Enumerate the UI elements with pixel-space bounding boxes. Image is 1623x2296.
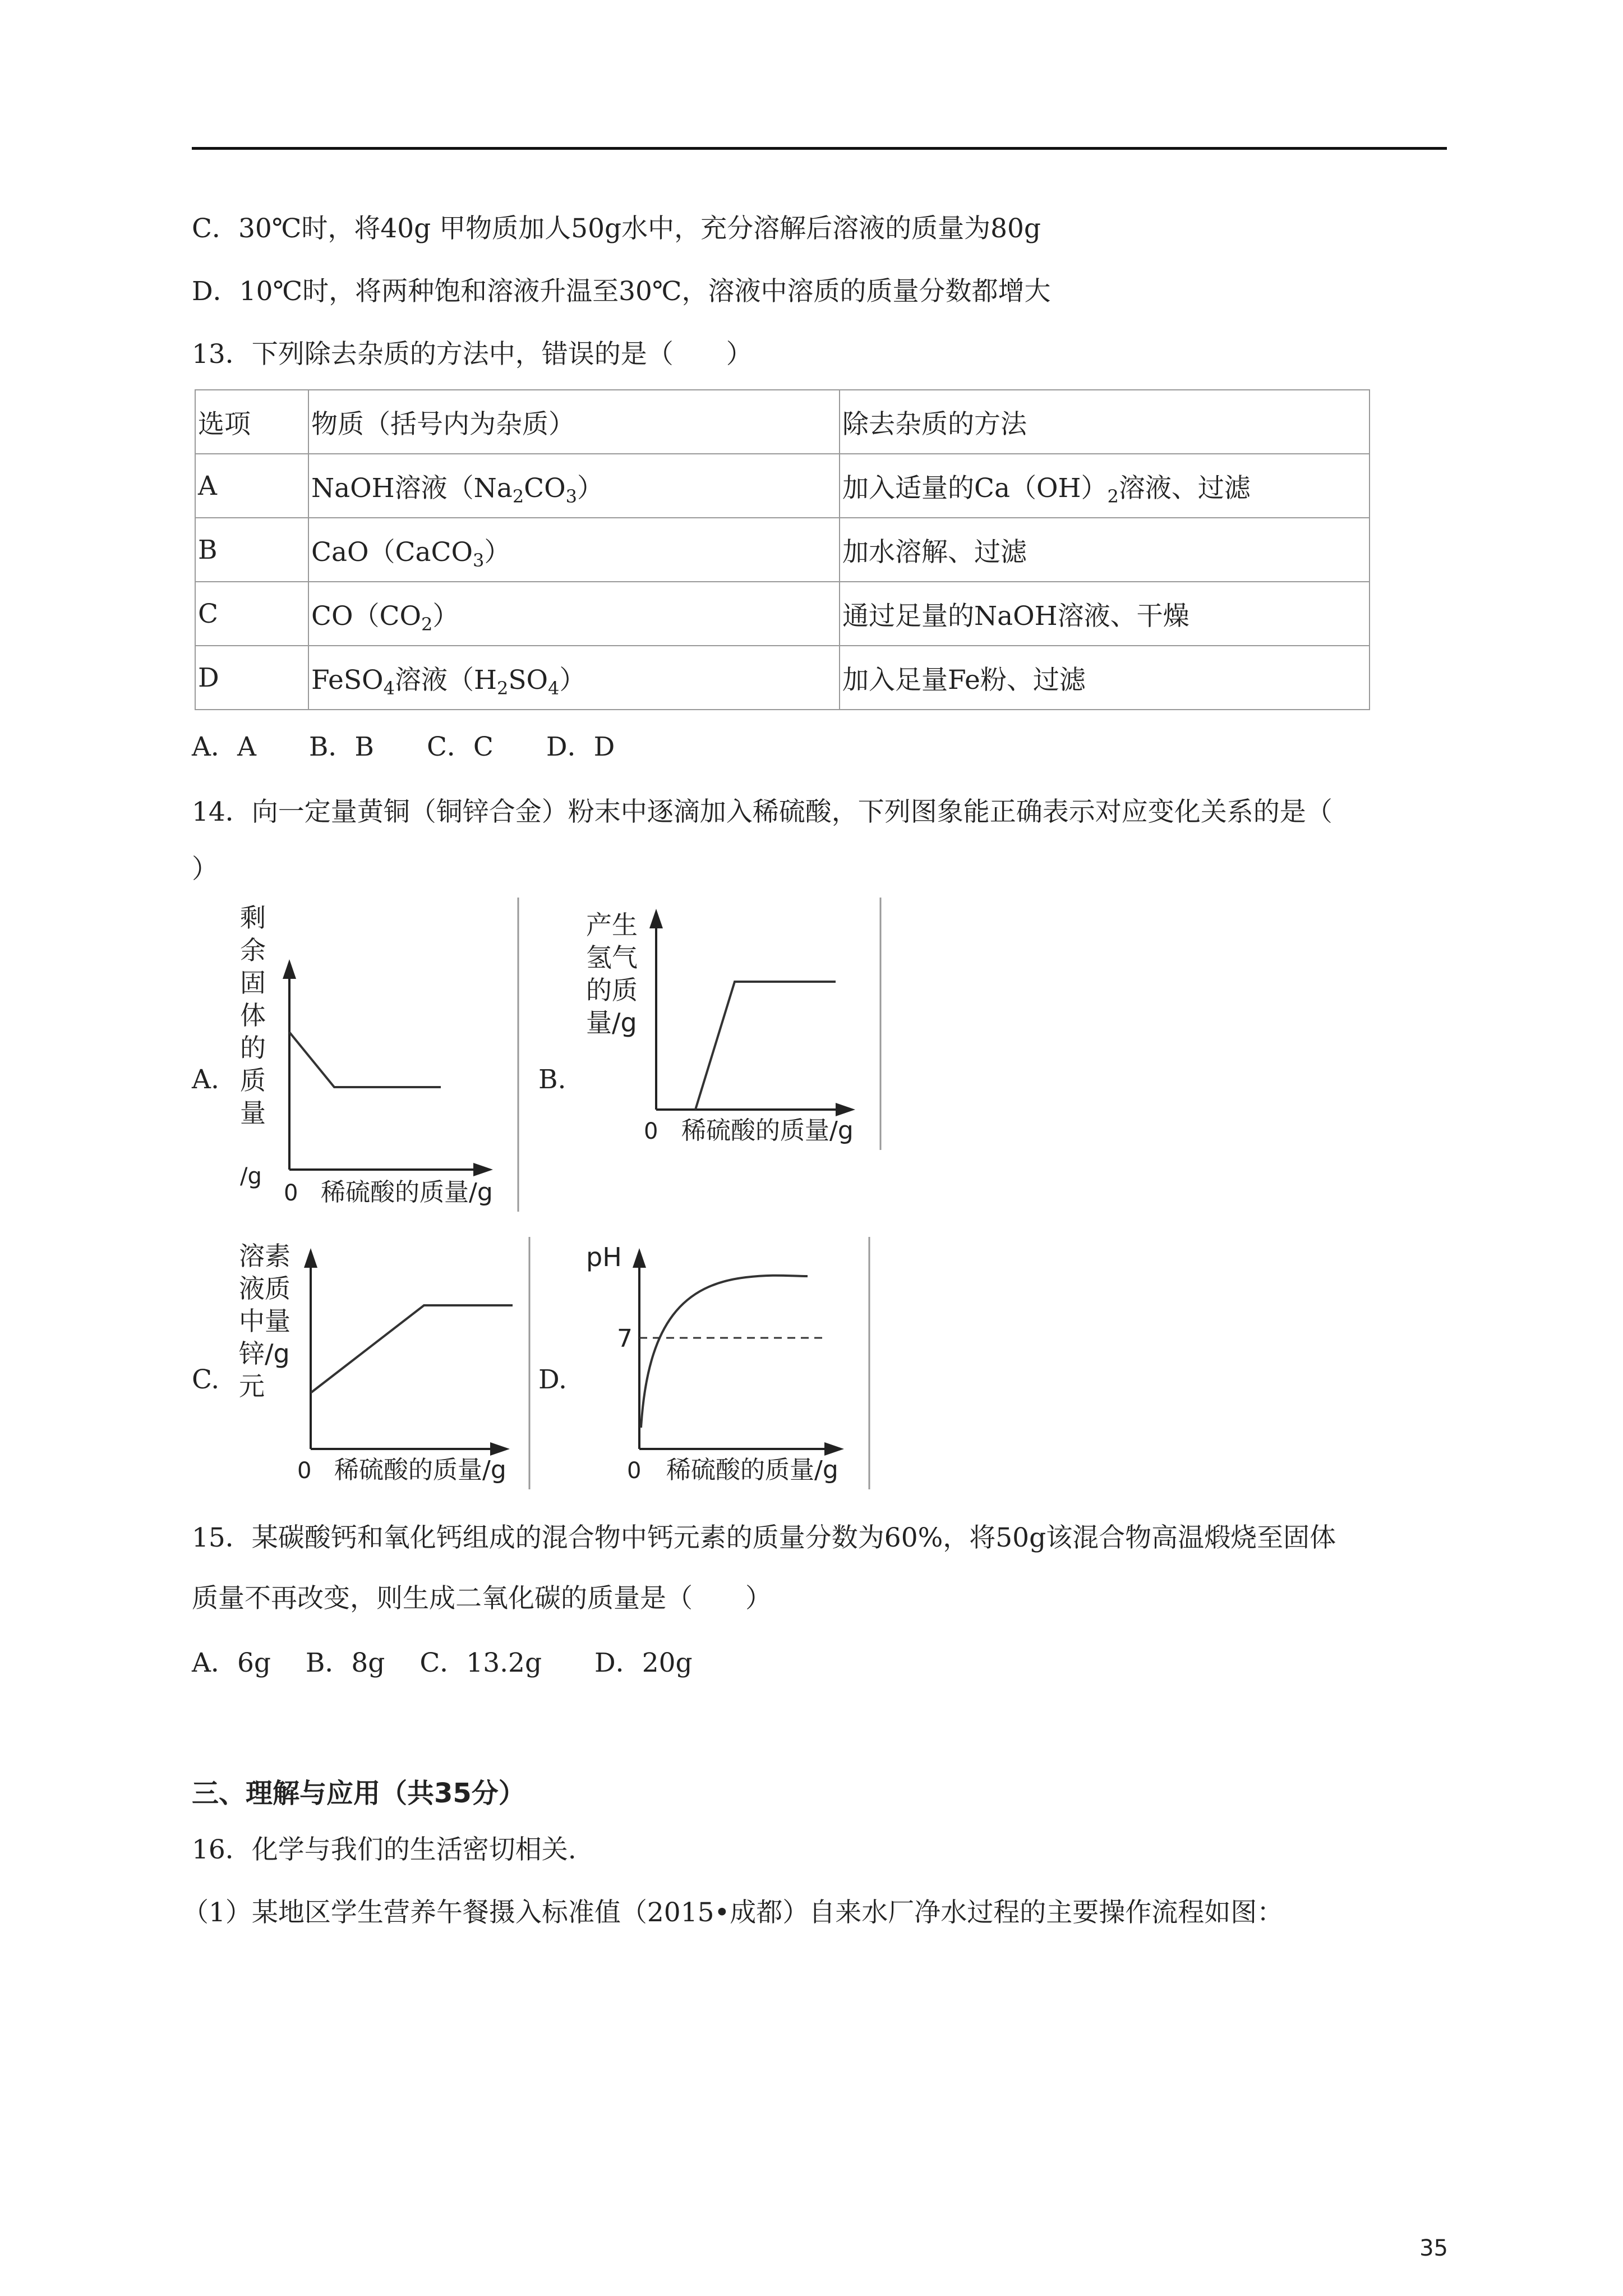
substance-cell: CaO（CaCO$_3$） [308, 518, 840, 582]
graph-origin: 0 [644, 1119, 658, 1144]
question-13-answers: A．A B．B C．C D．D [192, 731, 615, 762]
graph-ylabel: 余 [240, 935, 266, 965]
table-header-cell: 物质（括号内为杂质） [308, 390, 840, 454]
curve [311, 1305, 513, 1393]
y-axis-arrow [633, 1248, 646, 1268]
curve [641, 1276, 808, 1428]
curve [695, 982, 836, 1110]
graph-ylabel: 固 [240, 968, 266, 998]
table-row [195, 646, 1370, 710]
graph-ylabel: 量 [240, 1098, 266, 1128]
table-header-cell: 选项 [195, 390, 308, 454]
graph-c [238, 1237, 535, 1489]
header-rule [192, 147, 1447, 150]
option-cell: C [195, 582, 308, 646]
question-13: 13．下列除去杂质的方法中，错误的是（ ） [192, 339, 753, 370]
impurity-table [195, 389, 1370, 710]
question-15-line2: 质量不再改变，则生成二氧化碳的质量是（ ） [192, 1583, 772, 1614]
method-cell: 加入适量的$Ca(OH)_2$溶液、过滤 [840, 454, 1370, 518]
method-cell: 加水溶解、过滤 [840, 518, 1370, 582]
graph-ylabel: 锌/g [239, 1338, 290, 1369]
graph-xlabel: 稀硫酸的质量/g [321, 1178, 493, 1207]
question-14-close: ） [192, 854, 218, 885]
substance-cell: NaOH溶液$(Na_2CO_3)$ [308, 454, 840, 518]
x-axis-arrow [824, 1442, 844, 1456]
page-number: 35 [1419, 2235, 1448, 2261]
graph-ylabel: 的质 [586, 975, 638, 1005]
option-cell: B [195, 518, 308, 582]
option-c-text: C．30℃时，将40g 甲物质加人50g水中，充分溶解后溶液的质量为80g [192, 213, 1041, 244]
graph-xlabel: 稀硫酸的质量/g [334, 1456, 506, 1484]
option-cell: D [195, 646, 308, 710]
question-15-line1: 15．某碳酸钙和氧化钙组成的混合物中钙元素的质量分数为60%，将50g该混合物高温煅烧至固体 [192, 1522, 1336, 1553]
option-cell: A [195, 454, 308, 518]
method-cell: 通过足量的NaOH溶液、干燥 [840, 582, 1370, 646]
ph7-label: 7 [617, 1324, 633, 1353]
graph-origin: 0 [627, 1458, 642, 1484]
graph-a-label: A. [192, 1064, 219, 1095]
method-cell: 加入足量Fe粉、过滤 [840, 646, 1370, 710]
question-16-part1: （1）某地区学生营养午餐摄入标准值（2015•成都）自来水厂净水过程的主要操作流程如图： [182, 1897, 1284, 1928]
table-row [195, 518, 1370, 582]
graph-b-label: B. [538, 1064, 566, 1095]
y-axis-arrow [283, 959, 296, 979]
option-d-text: D．10℃时，将两种饱和溶液升温至30℃，溶液中溶质的质量分数都增大 [192, 276, 1051, 307]
graph-ylabel: 体 [240, 1000, 266, 1030]
graph-a [238, 898, 524, 1212]
table-row [195, 582, 1370, 646]
graph-origin: 0 [284, 1180, 298, 1206]
graph-xlabel: 稀硫酸的质量/g [681, 1116, 854, 1145]
graph-ylabel: 氢气 [586, 942, 638, 973]
graph-ylabel: 溶素 [239, 1241, 291, 1271]
substance-cell: $CO(CO_2)$ [308, 582, 840, 646]
graph-ylabel: 剩 [240, 903, 266, 933]
graph-b [583, 898, 886, 1150]
y-axis-arrow [649, 909, 663, 928]
x-axis-arrow [490, 1442, 510, 1456]
graph-c-label: C. [192, 1364, 220, 1395]
graph-ylabel: 的 [240, 1033, 266, 1063]
graph-ylabel: /g [240, 1163, 262, 1189]
graph-xlabel: 稀硫酸的质量/g [666, 1456, 838, 1484]
table-header-row [195, 390, 1370, 454]
substance-cell: FeSO$_4$溶液$(H_2SO_4)$ [308, 646, 840, 710]
graph-origin: 0 [297, 1458, 312, 1484]
graph-ylabel: pH [586, 1242, 622, 1272]
question-16: 16．化学与我们的生活密切相关. [192, 1834, 577, 1865]
graph-ylabel: 液质 [239, 1273, 291, 1304]
question-14: 14．向一定量黄铜（铜锌合金）粉末中逐滴加入稀硫酸，下列图象能正确表示对应变化关系的是（ [192, 797, 1332, 827]
table-row [195, 454, 1370, 518]
graph-ylabel: 元 [239, 1371, 265, 1401]
graph-ylabel: 中量 [239, 1306, 291, 1336]
question-15-answers: A．6g B．8g C．13.2g D．20g [192, 1648, 693, 1678]
table-header-cell: 除去杂质的方法 [840, 390, 1370, 454]
x-axis-arrow [836, 1103, 855, 1116]
y-axis-arrow [304, 1248, 317, 1268]
graph-ylabel: 产生 [586, 910, 638, 940]
x-axis-arrow [473, 1163, 493, 1176]
section-title: 三、理解与应用（共35分） [192, 1778, 525, 1809]
graph-d-label: D. [538, 1364, 567, 1395]
graph-ylabel: 量/g [586, 1007, 637, 1038]
graph-d [583, 1237, 875, 1489]
curve [289, 1032, 441, 1087]
graph-ylabel: 质 [240, 1065, 266, 1096]
